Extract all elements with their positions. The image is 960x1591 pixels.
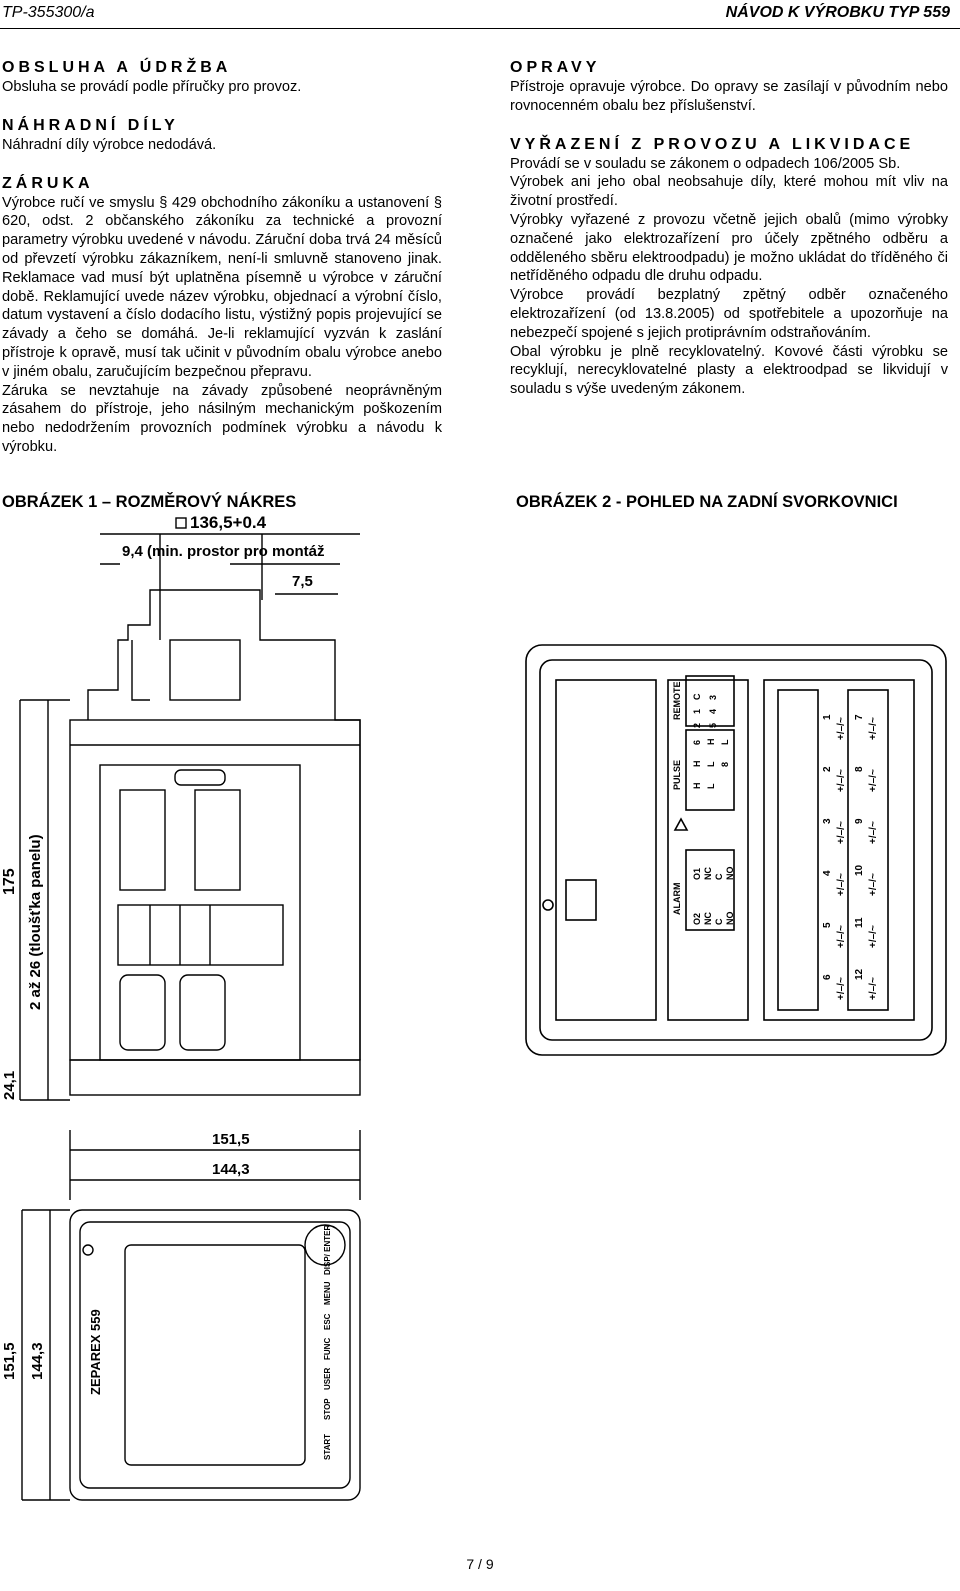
alarm-pin: C bbox=[714, 918, 724, 925]
channel-io-label: +/–/~ bbox=[868, 873, 879, 896]
channel-number: 10 bbox=[854, 864, 865, 876]
channel-number: 4 bbox=[822, 870, 833, 876]
channel-io-label: +/–/~ bbox=[868, 977, 879, 1000]
channel-io-label: +/–/~ bbox=[868, 925, 879, 948]
channel-number: 2 bbox=[822, 766, 833, 772]
doc-code: TP-355300/a bbox=[2, 4, 95, 21]
section-body-likvidace-1: Provádí se v souladu se zákonem o odpadech 106/2005 Sb. bbox=[510, 155, 901, 172]
channel-number: 6 bbox=[822, 974, 833, 980]
pulse-pin: L bbox=[706, 761, 716, 767]
channel-number: 3 bbox=[822, 818, 833, 824]
dim-mounting-space: 9,4 (min. prostor pro montáž bbox=[122, 543, 325, 560]
page-number: 7 / 9 bbox=[466, 1556, 494, 1572]
dim-151-5-horizontal: 151,5 bbox=[212, 1131, 250, 1148]
dim-panel-thickness: 2 až 26 (tloušťka panelu) bbox=[27, 834, 44, 1010]
dim-175: 175 bbox=[1, 868, 18, 895]
channel-number: 12 bbox=[854, 968, 865, 980]
section-body-nahradni-dily: Náhradní díly výrobce nedodává. bbox=[2, 136, 217, 153]
channel-number: 7 bbox=[854, 714, 865, 720]
channel-io-label: +/–/~ bbox=[836, 769, 847, 792]
page-header bbox=[0, 0, 960, 29]
channel-io-label: +/–/~ bbox=[868, 821, 879, 844]
key-func: FUNC bbox=[323, 1337, 332, 1360]
channel-io-label: +/–/~ bbox=[836, 717, 847, 740]
dim-144-3-vertical: 144,3 bbox=[29, 1342, 46, 1380]
pulse-pin: 6 bbox=[692, 739, 702, 745]
channel-io-label: +/–/~ bbox=[836, 873, 847, 896]
remote-pin: 2 bbox=[692, 722, 702, 728]
channel-io-label: +/–/~ bbox=[836, 925, 847, 948]
alarm-pin: O1 bbox=[692, 867, 702, 880]
pulse-pin: L bbox=[720, 739, 730, 745]
key-esc: ESC bbox=[323, 1313, 332, 1330]
square-symbol bbox=[176, 518, 186, 528]
dim-151-5-vertical: 151,5 bbox=[1, 1342, 18, 1380]
section-body-likvidace-3: Výrobky vyřazené z provozu včetně jejich obalů (mimo výrobky označené jako elektrozařízení pro účely zpětného odběru a odděleného sběru elektroodpadu) je možno ukládat do tříděného či netříděného odpadu dle druhu odpadu. bbox=[510, 211, 948, 285]
channel-io-label: +/–/~ bbox=[868, 717, 879, 740]
dim-cutout: 136,5+0.4 bbox=[190, 513, 267, 532]
section-body-zaruka-2: Záruka se nevztahuje na závady způsobené neoprávněným zásahem do přístroje, jeho násilným mechanickým poškozením nebo nedodržením provozních podmínek výrobku a návodu k výrobku. bbox=[2, 382, 442, 455]
doc-title: NÁVOD K VÝROBKU TYP 559 bbox=[725, 4, 950, 21]
section-title-nahradni-dily: NÁHRADNÍ DÍLY bbox=[2, 116, 179, 134]
device-brand: ZEPAREX 559 bbox=[88, 1309, 103, 1395]
section-body-opravy: Přístroje opravuje výrobce. Do opravy se zasílají v původním nebo rovnocenném obalu bez příslušenství. bbox=[510, 79, 948, 114]
section-body-zaruka-1: Výrobce ručí ve smyslu § 429 obchodního zákoníku a ustanovení § 620, odst. 2 občanského zákoníku za technické a provozní parametry výrobku uvedené v návodu. Záruční doba trvá 24 měsíců od převzetí výrobku zákazníkem, není-li smluvně stanoveno jinak. Reklamace vad musí být uplatněna písemně u výrobce v záruční době. Reklamující uvede název výrobku, objednací a výrobní číslo, datum vystavení a číslo dodacího listu, výstižný popis projevující se závady a čeho se domáhá. Je-li reklamující vyzván k zaslání přístroje k opravě, musí tak učinit v původním obalu výrobce anebo v jiném obalu, zaručujícím bezpečnou přepravu. bbox=[2, 194, 442, 380]
alarm-pin: NO bbox=[725, 911, 735, 925]
channel-number: 1 bbox=[822, 714, 833, 720]
pulse-pin: 8 bbox=[720, 761, 730, 767]
remote-pin: C bbox=[692, 693, 702, 700]
remote-pin: 5 bbox=[708, 722, 718, 728]
channel-io-label: +/–/~ bbox=[836, 977, 847, 1000]
remote-pin: 3 bbox=[708, 694, 718, 700]
key-user: USER bbox=[323, 1367, 332, 1390]
channel-io-label: +/–/~ bbox=[836, 821, 847, 844]
channel-number: 9 bbox=[854, 818, 865, 824]
channel-number: 5 bbox=[822, 922, 833, 928]
alarm-pin: O2 bbox=[692, 912, 702, 925]
left-text-column bbox=[2, 58, 442, 457]
section-body-likvidace-4: Výrobce provádí bezplatný zpětný odběr označeného elektrozařízení (od 13.8.2005) od spotřebitele a upozorňuje na nebezpečí spojené s jejich protiprávním odstraňováním. bbox=[510, 287, 948, 341]
key-enter: DISP/ ENTER bbox=[323, 1224, 332, 1275]
channel-number: 11 bbox=[854, 917, 865, 928]
dim-24-1: 24,1 bbox=[1, 1070, 18, 1100]
pulse-label: PULSE bbox=[672, 759, 682, 790]
dim-144-3-horizontal: 144,3 bbox=[212, 1161, 250, 1178]
remote-pin: 4 bbox=[708, 708, 718, 714]
pulse-pin: H bbox=[706, 738, 716, 745]
alarm-pin: NO bbox=[725, 866, 735, 880]
section-title-likvidace: VYŘAZENÍ Z PROVOZU A LIKVIDACE bbox=[510, 135, 915, 153]
section-title-opravy: OPRAVY bbox=[510, 59, 601, 76]
pulse-pin: L bbox=[706, 783, 716, 789]
section-body-obsluha: Obsluha se provádí podle příručky pro provoz. bbox=[2, 79, 302, 95]
alarm-pin: NC bbox=[703, 912, 713, 925]
alarm-pin: NC bbox=[703, 867, 713, 880]
dim-7-5: 7,5 bbox=[292, 573, 313, 590]
key-menu: MENU bbox=[323, 1281, 332, 1305]
alarm-pin: C bbox=[714, 873, 724, 880]
section-title-zaruka: ZÁRUKA bbox=[2, 174, 94, 192]
key-start: START bbox=[323, 1433, 332, 1460]
channel-io-label: +/–/~ bbox=[868, 769, 879, 792]
section-body-likvidace-5: Obal výrobku je plně recyklovatelný. Kovové části výrobku se recyklují, nerecyklovatelné plasty a elektroodpad se likvidují v souladu s výše uvedeným zákonem. bbox=[510, 343, 948, 398]
alarm-label: ALARM bbox=[672, 882, 682, 915]
pulse-pin: H bbox=[692, 782, 702, 789]
figure-1-title: OBRÁZEK 1 – ROZMĚROVÝ NÁKRES bbox=[2, 493, 297, 511]
remote-label: REMOTE bbox=[672, 681, 682, 720]
pulse-pin: H bbox=[692, 760, 702, 767]
channel-number: 8 bbox=[854, 766, 865, 772]
key-stop: STOP bbox=[323, 1398, 332, 1420]
section-body-likvidace-2: Výrobek ani jeho obal neobsahuje díly, které mohou mít vliv na životní prostředí. bbox=[510, 174, 948, 210]
section-title-obsluha: OBSLUHA A ÚDRŽBA bbox=[2, 59, 232, 76]
remote-pin: 1 bbox=[692, 708, 702, 714]
right-text-column bbox=[510, 58, 948, 399]
figure-2-title: OBRÁZEK 2 - POHLED NA ZADNÍ SVORKOVNICI bbox=[516, 493, 898, 511]
